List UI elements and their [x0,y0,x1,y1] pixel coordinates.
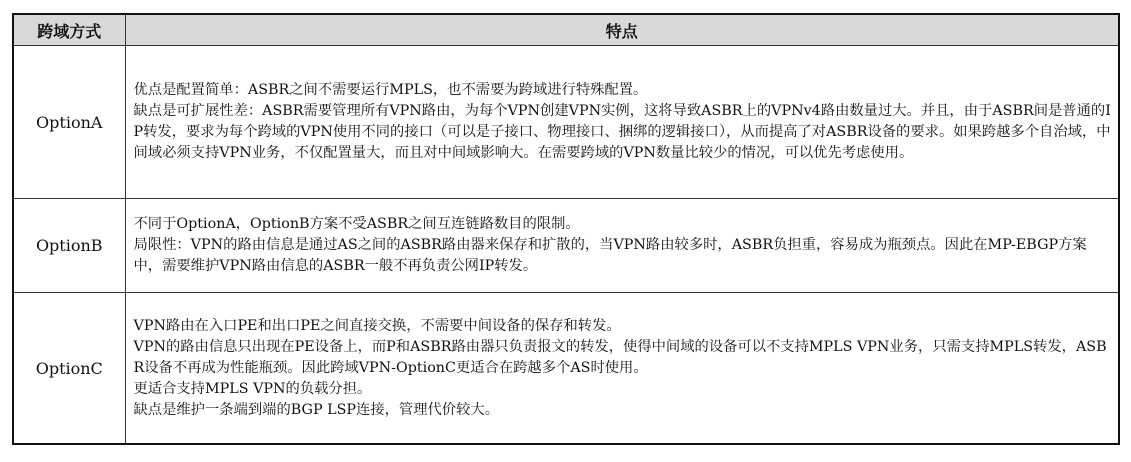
description-line: VPN的路由信息只出现在PE设备上，而P和ASBR路由器只负责报文的转发，使得中间域的设备可以不支持MPLS VPN业务，只需支持MPLS转发，ASBR设备不再成为性能瓶颈。因此跨域VPN-OptionC更适合在跨越多个AS时使用。 [133,338,1107,376]
description-line: VPN路由在入口PE和出口PE之间直接交换，不需要中间设备的保存和转发。 [133,317,621,334]
header-row [14,15,1118,46]
option-description [125,46,1118,199]
description-line: 局限性：VPN的路由信息是通过AS之间的ASBR路由器来保存和扩散的，当VPN路由较多时，ASBR负担重，容易成为瓶颈点。因此在MP-EBGP方案中，需要维护VPN路由信息的ASBR一般不再负责公网IP转发。 [133,237,1087,274]
option-name: OptionC [14,293,125,444]
option-name: OptionA [14,46,125,199]
description-line: 缺点是维护一条端到端的BGP LSP连接，管理代价较大。 [133,401,499,418]
comparison-table [12,13,1120,445]
option-description [125,199,1118,293]
table-row [14,46,1118,199]
description-line: 优点是配置简单：ASBR之间不需要运行MPLS，也不需要为跨域进行特殊配置。 [133,82,648,98]
options-table [14,15,1118,443]
description-line: 不同于OptionA，OptionB方案不受ASBR之间互连链路数目的限制。 [133,216,580,232]
header-features: 特点 [125,15,1118,46]
table-row [14,293,1118,444]
header-method: 跨域方式 [14,15,125,46]
description-line: 更适合支持MPLS VPN的负载分担。 [133,380,372,397]
table-row [14,199,1118,293]
option-description [125,293,1118,444]
description-line: 缺点是可扩展性差：ASBR需要管理所有VPN路由，为每个VPN创建VPN实例，这将导致ASBR上的VPNv4路由数量过大。并且，由于ASBR间是普通的IP转发，要求为每个跨域的VPN使用不同的接口（可以是子接口、物理接口、捆绑的逻辑接口），从而提高了对ASBR设备的要求。如果跨越多个自治域，中间域必须支持VPN业务，不仅配置量大，而且对中间域影响大。在需要跨域的VPN数量比较少的情况，可以优先考虑使用。 [133,103,1111,161]
option-name: OptionB [14,199,125,293]
